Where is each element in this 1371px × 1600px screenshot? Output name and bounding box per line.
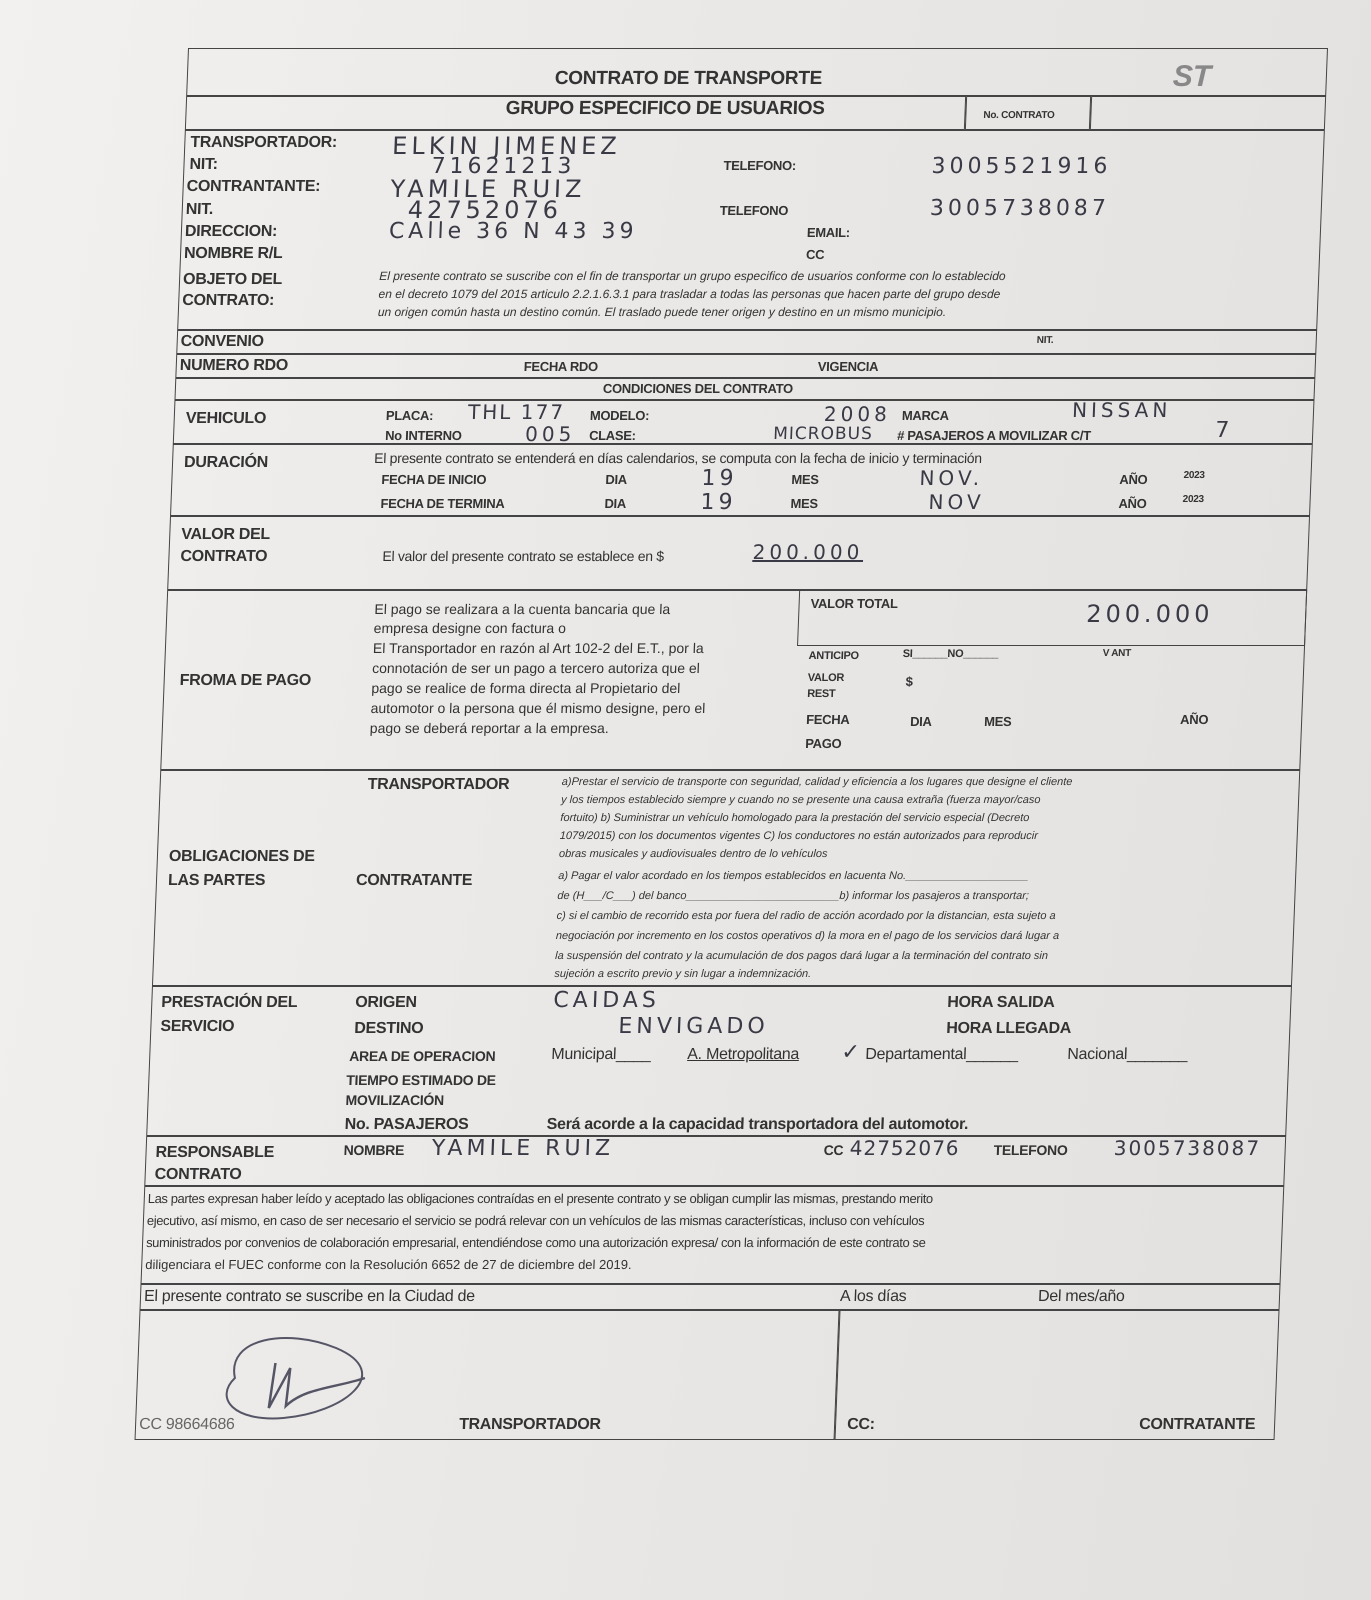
transportador-obligations-label: TRANSPORTADOR — [367, 776, 510, 793]
contratante-obligation-6: sujeción a escrito previo y sin lugar a indemnización. — [554, 968, 812, 980]
contratante-cc: CC: — [846, 1416, 875, 1433]
mes-anio-label: Del mes/año — [1037, 1288, 1125, 1305]
area-label: AREA DE OPERACION — [348, 1048, 496, 1064]
convenio-row — [176, 330, 1317, 354]
contratante-obligation-3: c) si el cambio de recorrido esta por fuera del radio de acción acordado por la distancian, esta sujeto a — [556, 910, 1056, 922]
pago-text-6: automotor o la persona que él mismo designe, pero el — [370, 700, 706, 716]
servicio-label-2: SERVICIO — [160, 1018, 235, 1035]
nit2-label: NIT. — [185, 201, 214, 218]
hora-llegada-label: HORA LLEGADA — [946, 1020, 1072, 1037]
responsable-cc-label: CC — [823, 1142, 844, 1158]
tiempo-label-2: MOVILIZACIÓN — [345, 1092, 445, 1108]
closing-text-3: suministrados por convenios de colaboración empresarial, entendiéndose como una autorización expresa/ con la información de este contrato se — [145, 1235, 926, 1250]
pasajeros-label: # PASAJEROS A MOVILIZAR C/T — [896, 428, 1092, 443]
closing-text-2: ejecutivo, así mismo, en caso de ser necesario el servicio se podrá relevar con un vehículos de las mismas características, incluso con vehículos — [146, 1213, 925, 1228]
valor-total-value[interactable]: 200.000 — [1085, 600, 1215, 628]
fecha-pago-anio-label: AÑO — [1179, 712, 1209, 727]
transportador-signature — [193, 1318, 437, 1428]
valor-label-2: CONTRATO — [180, 548, 268, 565]
inicio-dia-value[interactable]: 19 — [700, 466, 738, 491]
pago-label: FROMA DE PAGO — [179, 672, 312, 689]
obligaciones-label-1: OBLIGACIONES DE — [168, 848, 316, 865]
objeto-text-1: El presente contrato se suscribe con el fin de transportar un grupo especifico de usuarios conforme con lo establecido — [378, 269, 1006, 283]
interno-label: No INTERNO — [384, 428, 462, 443]
nombre-rl-label: NOMBRE R/L — [183, 245, 283, 262]
destino-value[interactable]: ENVIGADO — [617, 1014, 770, 1039]
termina-dia-value[interactable]: 19 — [700, 490, 738, 515]
inicio-mes-label: MES — [791, 472, 819, 487]
area-nacional[interactable]: Nacional_______ — [1067, 1046, 1188, 1063]
telefono2-value[interactable]: 3005738087 — [929, 196, 1111, 221]
contratante-obligations-label: CONTRATANTE — [355, 872, 473, 889]
contract-no-value[interactable] — [1090, 96, 1326, 130]
contratante-obligation-1: a) Pagar el valor acordado en los tiempos establecidos en lacuenta No.____________________ — [557, 870, 1029, 882]
telefono2-label: TELEFONO — [719, 203, 789, 218]
obligaciones-label-2: LAS PARTES — [167, 872, 266, 889]
convenio-label: CONVENIO — [180, 333, 265, 350]
area-departamental[interactable]: Departamental______ — [865, 1046, 1019, 1063]
termina-anio-value: 2023 — [1182, 494, 1204, 505]
fecha-pago-mes-label: MES — [983, 714, 1012, 729]
telefono-label: TELEFONO: — [723, 158, 797, 173]
termina-dia-label: DIA — [604, 496, 627, 511]
termina-mes-label: MES — [790, 496, 819, 511]
condiciones-title: CONDICIONES DEL CONTRATO — [602, 381, 794, 396]
responsable-label-2: CONTRATO — [154, 1166, 242, 1183]
responsable-nombre-value[interactable]: YAMILE RUIZ — [431, 1136, 615, 1161]
direccion-value[interactable]: CAlle 36 N 43 39 — [388, 219, 639, 244]
responsable-nombre-label: NOMBRE — [343, 1142, 405, 1158]
contratante-obligation-4: negociación por incremento en los costos operativos d) la mora en el pago de los servicios dará lugar a — [555, 930, 1060, 942]
interno-value[interactable]: 005 — [524, 422, 576, 446]
responsable-label-1: RESPONSABLE — [155, 1144, 275, 1161]
marca-value[interactable]: NISSAN — [1071, 398, 1172, 422]
form-title: CONTRATO DE TRANSPORTE — [554, 68, 823, 89]
pago-text-1: El pago se realizara a la cuenta bancaria que la — [374, 601, 671, 617]
no-pasajeros-label: No. PASAJEROS — [344, 1116, 469, 1133]
termina-anio-label: AÑO — [1118, 496, 1147, 511]
valor-value[interactable]: 200.000 — [752, 540, 864, 564]
clase-label: CLASE: — [588, 428, 636, 443]
transportador-obligation-5: obras musicales y audiovisuales dentro de lo vehículos — [558, 848, 828, 860]
contratante-obligation-5: la suspensión del contrato y la acumulación de dos pagos dará lugar a la terminación del contrato sin — [554, 950, 1049, 962]
pago-text-7: pago se deberá reportar a la empresa. — [369, 720, 610, 736]
cc-label: CC — [805, 247, 825, 262]
contratante-obligation-2: de (H___/C___) del banco_________________________b) informar los pasajeros a transportar; — [557, 890, 1030, 902]
inicio-anio-label: AÑO — [1119, 472, 1148, 487]
responsable-telefono-label: TELEFONO — [993, 1142, 1068, 1158]
inicio-mes-value[interactable]: NOV. — [919, 466, 984, 490]
telefono-value[interactable]: 3005521916 — [930, 154, 1112, 179]
destino-label: DESTINO — [354, 1020, 424, 1037]
vigencia-label: VIGENCIA — [817, 359, 879, 374]
pasajeros-value[interactable]: 7 — [1214, 418, 1234, 443]
clase-value[interactable]: MICROBUS — [772, 424, 874, 444]
origen-label: ORIGEN — [355, 994, 417, 1011]
area-metropolitana[interactable]: A. Metropolitana — [687, 1046, 800, 1063]
fecha-pago-dia-label: DIA — [909, 714, 932, 729]
placa-label: PLACA: — [385, 408, 434, 423]
pago-text-2: empresa designe con factura o — [373, 620, 567, 636]
contratante-value[interactable]: YAMILE RUIZ — [390, 175, 587, 203]
transportador-label: TRANSPORTADOR: — [190, 134, 338, 151]
nit-label: NIT: — [189, 156, 218, 173]
fecha-rdo-label: FECHA RDO — [523, 359, 599, 374]
objeto-label-1: OBJETO DEL — [182, 271, 283, 288]
transportador-obligation-1: a)Prestar el servicio de transporte con seguridad, calidad y eficiencia a los lugares que designe el cliente — [561, 776, 1073, 788]
email-label: EMAIL: — [806, 225, 851, 240]
fecha-pago-label-1: FECHA — [805, 712, 850, 727]
anticipo-label: ANTICIPO — [808, 650, 860, 662]
valor-rest-dollar: $ — [905, 674, 913, 689]
servicio-label-1: PRESTACIÓN DEL — [161, 994, 298, 1011]
transportador-value[interactable]: ELKIN JIMENEZ — [391, 132, 622, 160]
numero-rdo-label: NUMERO RDO — [179, 357, 289, 374]
rdo-row — [175, 354, 1316, 378]
v-ant-label: V ANT — [1102, 648, 1132, 659]
fecha-inicio-label: FECHA DE INICIO — [381, 472, 487, 487]
transport-contract-form — [43, 48, 1328, 1440]
closing-text-1: Las partes expresan haber leído y aceptado las obligaciones contraídas en el presente contrato y se obligan cumplir las mismas, prestando merito — [147, 1191, 934, 1206]
tiempo-label-1: TIEMPO ESTIMADO DE — [346, 1072, 497, 1088]
placa-value[interactable]: THL 177 — [467, 400, 566, 424]
hora-salida-label: HORA SALIDA — [947, 994, 1055, 1011]
si-no-label: SI______NO______ — [902, 648, 999, 660]
valor-rest-label-2: REST — [806, 688, 836, 700]
valor-label-1: VALOR DEL — [180, 526, 271, 543]
valor-total-label: VALOR TOTAL — [810, 596, 898, 611]
closing-text-4: diligenciara el FUEC conforme con la Resolución 6652 de 27 de diciembre del 2019. — [144, 1257, 632, 1272]
inicio-dia-label: DIA — [605, 472, 628, 487]
fecha-termina-label: FECHA DE TERMINA — [380, 496, 505, 511]
transportador-signature-label: TRANSPORTADOR — [458, 1416, 602, 1433]
form-subtitle: GRUPO ESPECIFICO DE USUARIOS — [505, 98, 825, 119]
ciudad-label: El presente contrato se suscribe en la Ciudad de — [143, 1288, 476, 1305]
convenio-nit-label: NIT. — [1036, 335, 1054, 346]
contratante-label: CONTRANTANTE: — [186, 178, 321, 195]
objeto-label-2: CONTRATO: — [181, 292, 275, 309]
responsable-cc-value[interactable]: 42752076 — [849, 1136, 961, 1160]
dias-label: A los días — [839, 1288, 907, 1305]
objeto-text-2: en el decreto 1079 del 2015 articulo 2.2.1.6.3.1 para trasladar a todas las personas que hacen parte del grupo desde — [378, 287, 1001, 301]
responsable-telefono-value[interactable]: 3005738087 — [1113, 1136, 1262, 1160]
pago-text-4: connotación de ser un pago a tercero autoriza que el — [371, 660, 701, 676]
vehiculo-label: VEHICULO — [185, 410, 267, 427]
no-pasajeros-text: Será acorde a la capacidad transportadora del automotor. — [546, 1116, 969, 1133]
direccion-label: DIRECCION: — [184, 223, 278, 240]
transportador-obligation-4: 1079/2015) con los documentos vigentes C) los conductores no están autorizados para reproducir — [559, 830, 1039, 842]
contratante-signature-label: CONTRATANTE — [1138, 1416, 1256, 1433]
transportador-obligation-3: fortuito) b) Suministrar un vehículo homologado para la prestación del servicio especial (Decreto — [560, 812, 1030, 824]
objeto-text-3: un origen común hasta un destino común. El traslado puede tener origen y destino en un mismo municipio. — [377, 305, 947, 319]
duracion-text: El presente contrato se entenderá en días calendarios, se computa con la fecha de inicio y terminación — [373, 450, 983, 466]
brand-logo: ST — [1172, 60, 1212, 93]
valor-rest-label-1: VALOR — [807, 672, 845, 684]
contract-no-label: No. CONTRATO — [983, 110, 1055, 121]
pago-text-5: pago se realice de forma directa al Propietario del — [371, 680, 681, 696]
valor-block — [167, 516, 1310, 590]
pago-text-3: El Transportador en razón al Art 102-2 del E.T., por la — [372, 640, 705, 656]
fecha-pago-label-2: PAGO — [804, 736, 842, 751]
origen-value[interactable]: CAIDAS — [552, 988, 661, 1013]
modelo-value[interactable]: 2008 — [823, 402, 892, 426]
transportador-obligation-2: y los tiempos establecido siempre y cuando no se presente una causa extraña (fuerza mayor/caso — [560, 794, 1041, 806]
nit2-value[interactable]: 42752076 — [407, 196, 563, 224]
inicio-anio-value: 2023 — [1183, 470, 1205, 481]
modelo-label: MODELO: — [589, 408, 650, 423]
area-municipal[interactable]: Municipal____ — [551, 1046, 651, 1063]
marca-label: MARCA — [901, 408, 950, 423]
termina-mes-value[interactable]: NOV — [928, 490, 986, 514]
nit-value[interactable]: 71621213 — [430, 154, 576, 179]
valor-text: El valor del presente contrato se establece en $ — [382, 548, 665, 564]
duracion-label: DURACIÓN — [183, 454, 269, 471]
transportador-cc: CC 98664686 — [138, 1416, 235, 1433]
metropolitana-check-icon: ✓ — [840, 1040, 861, 1065]
